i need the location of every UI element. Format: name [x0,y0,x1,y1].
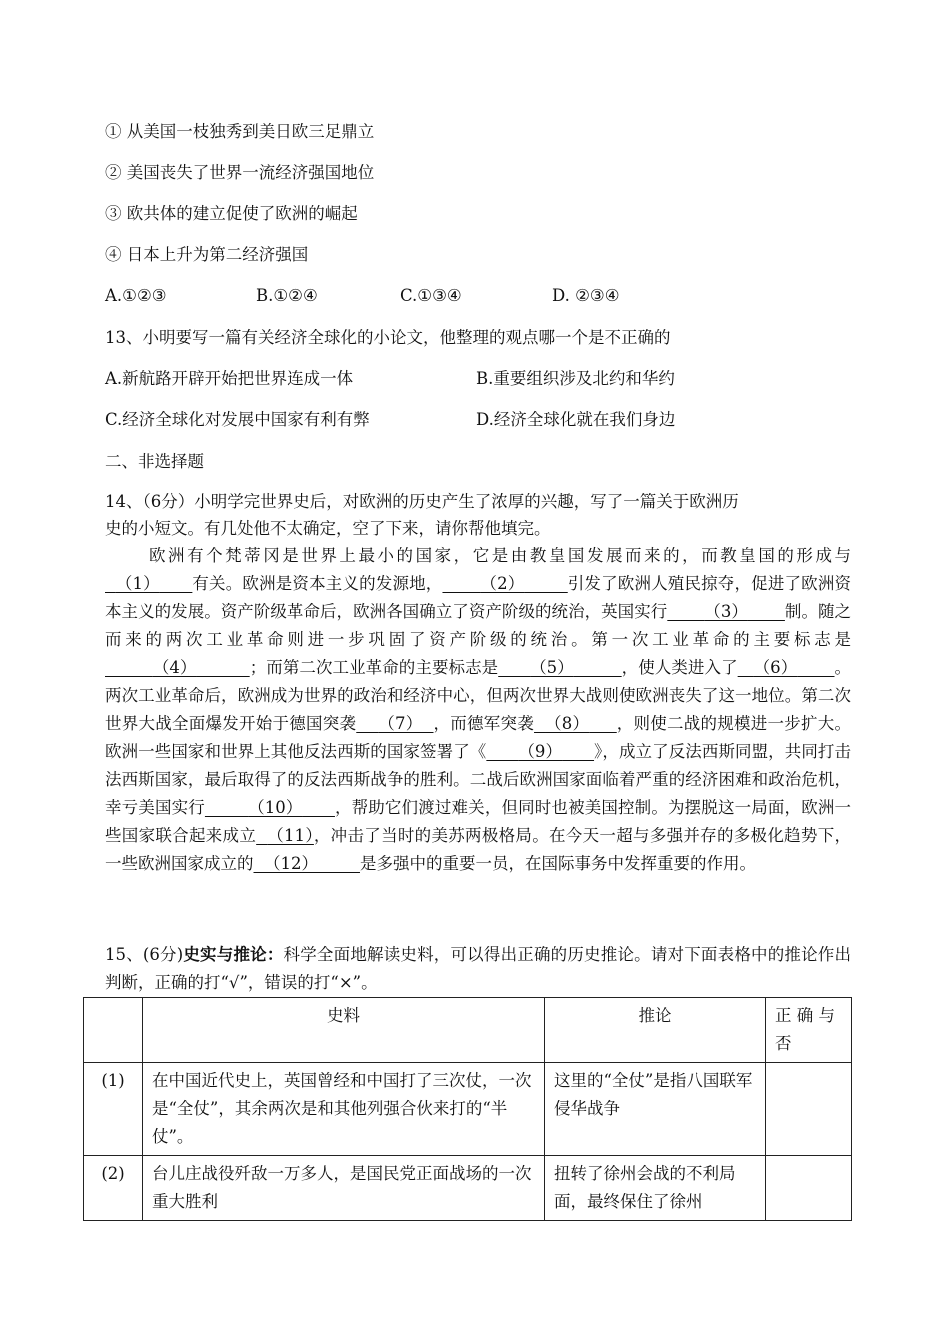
q15-text: 科学全面地解读史料，可以得出正确的历史推论。请对下面表格中的推论作出判断，正确的打“√”，错误的打“×”。 [105,945,852,992]
row-material: 台儿庄战役歼敌一万多人，是国民党正面战场的一次重大胜利 [143,1156,545,1221]
passage-text: 引发了欧洲人殖民掠夺，促进了欧洲资本主义的发展。资产阶级革命后，欧洲各国确立了资产阶级的统治，英国实行 [105,574,852,621]
table-header-row [84,998,852,1063]
row-material: 在中国近代史上，英国曾经和中国打了三次仗，一次是“全仗”，其余两次是和其他列强合伙来打的“半仗”。 [143,1063,545,1156]
passage-text: 是多强中的重要一员，在国际事务中发挥重要的作用。 [359,854,756,873]
row-inference: 这里的“全仗”是指八国联军侵华战争 [545,1063,766,1156]
blank-2: （2） [480,574,525,593]
passage-text: 制。随之而来的两次工业革命则进一步巩固了资产阶级的统治。第一次工业革命的主要标志是 [105,602,852,649]
blank-4: （4） [152,658,197,677]
blank-5: （5） [530,658,574,677]
q13-option-c: C.经济全球化对发展中国家有利有弊 [105,410,370,429]
q12-option-d: D. ②③④ [552,286,620,305]
blank-1: （1） [115,574,160,593]
q12-option-a: A.①②③ [105,286,167,305]
row-inference: 扭转了徐州会战的不利局面，最终保住了徐州 [545,1156,766,1221]
blank-10: （10） [248,798,303,817]
section-heading: 二、非选择题 [105,452,204,471]
table-header-cell: 史料 [143,998,545,1063]
table-row [84,1063,852,1156]
passage-text: ，则使二战的规模进一步扩大。欧洲一些国家和世界上其他反法西斯的国家签署了《 [105,714,852,761]
blank-6: （6） [753,658,798,677]
table-row [84,1156,852,1221]
blank-8: （8） [545,714,590,733]
q12-option-b: B.①②④ [256,286,318,305]
q12-option-c: C.①③④ [400,286,462,305]
blank-9: （9） [518,742,563,761]
q15-prefix: 15、(6分) [105,945,184,964]
q13-option-b: B.重要组织涉及北约和华约 [476,369,675,388]
q14-intro-line-1: 14、（6分）小明学完世界史后，对欧洲的历史产生了浓厚的兴趣，写了一篇关于欧洲历 [105,492,739,511]
passage-text: 》，成立了反法西斯同盟，共同打击法西斯国家，最后取得了的反法西斯战争的胜利。二战后欧洲国家面临着严重的经济困难和政治危机，幸亏美国实行 [105,742,852,817]
passage-text: 。两次工业革命后，欧洲成为世界的政治和经济中心，但两次世界大战则使欧洲丧失了这一地位。第二次世界大战全面爆发开始于德国突袭 [105,658,852,733]
q15-stem [105,941,851,997]
q13-option-d: D.经济全球化就在我们身边 [476,410,676,429]
passage-text: ，冲击了当时的美苏两极格局。在今天一超与多强并存的多极化趋势下，一些欧洲国家成立的 [105,826,852,873]
q13-stem: 13、小明要写一篇有关经济全球化的小论文，他整理的观点哪一个是不正确的 [105,328,671,347]
table-header-cell [84,998,143,1063]
q12-item-4: ④ 日本上升为第二经济强国 [105,245,309,264]
row-number: (2) [84,1156,143,1221]
q13-option-a: A.新航路开辟开始把世界连成一体 [105,369,354,388]
passage-text: 有关。欧洲是资本主义的发源地， [192,574,443,593]
passage-text: ，而德军突袭 [433,714,535,733]
q12-item-3: ③ 欧共体的建立促使了欧洲的崛起 [105,204,358,223]
passage-text: ，帮助它们渡过难关，但同时也被美国控制。为摆脱这一局面，欧洲一些国家联合起来成立 [105,798,852,845]
q15-bold-label: 史实与推论： [183,945,284,964]
row-judgement-cell[interactable] [766,1156,852,1221]
passage-text: ，使人类进入了 [621,658,738,677]
row-number: (1) [84,1063,143,1156]
blank-3: （3） [704,602,748,621]
q15-table [83,997,852,1221]
passage-text: ；而第二次工业革命的主要标志是 [249,658,499,677]
row-judgement-cell[interactable] [766,1063,852,1156]
q12-item-1: ① 从美国一枝独秀到美日欧三足鼎立 [105,122,375,141]
q14-intro-line-2: 史的小短文。有几处他不太确定，空了下来，请你帮他填完。 [105,519,551,538]
q12-item-2: ② 美国丧失了世界一流经济强国地位 [105,163,375,182]
blank-12: （12） [264,854,318,873]
blank-7: （7） [378,714,423,733]
table-header-cell: 正 确 与 否 [766,998,852,1063]
table-header-cell: 推论 [545,998,766,1063]
q14-passage [105,542,851,878]
blank-11: （11） [267,826,314,845]
passage-text: 欧洲有个梵蒂冈是世界上最小的国家，它是由教皇国发展而来的，而教皇国的形成与 [149,546,851,565]
